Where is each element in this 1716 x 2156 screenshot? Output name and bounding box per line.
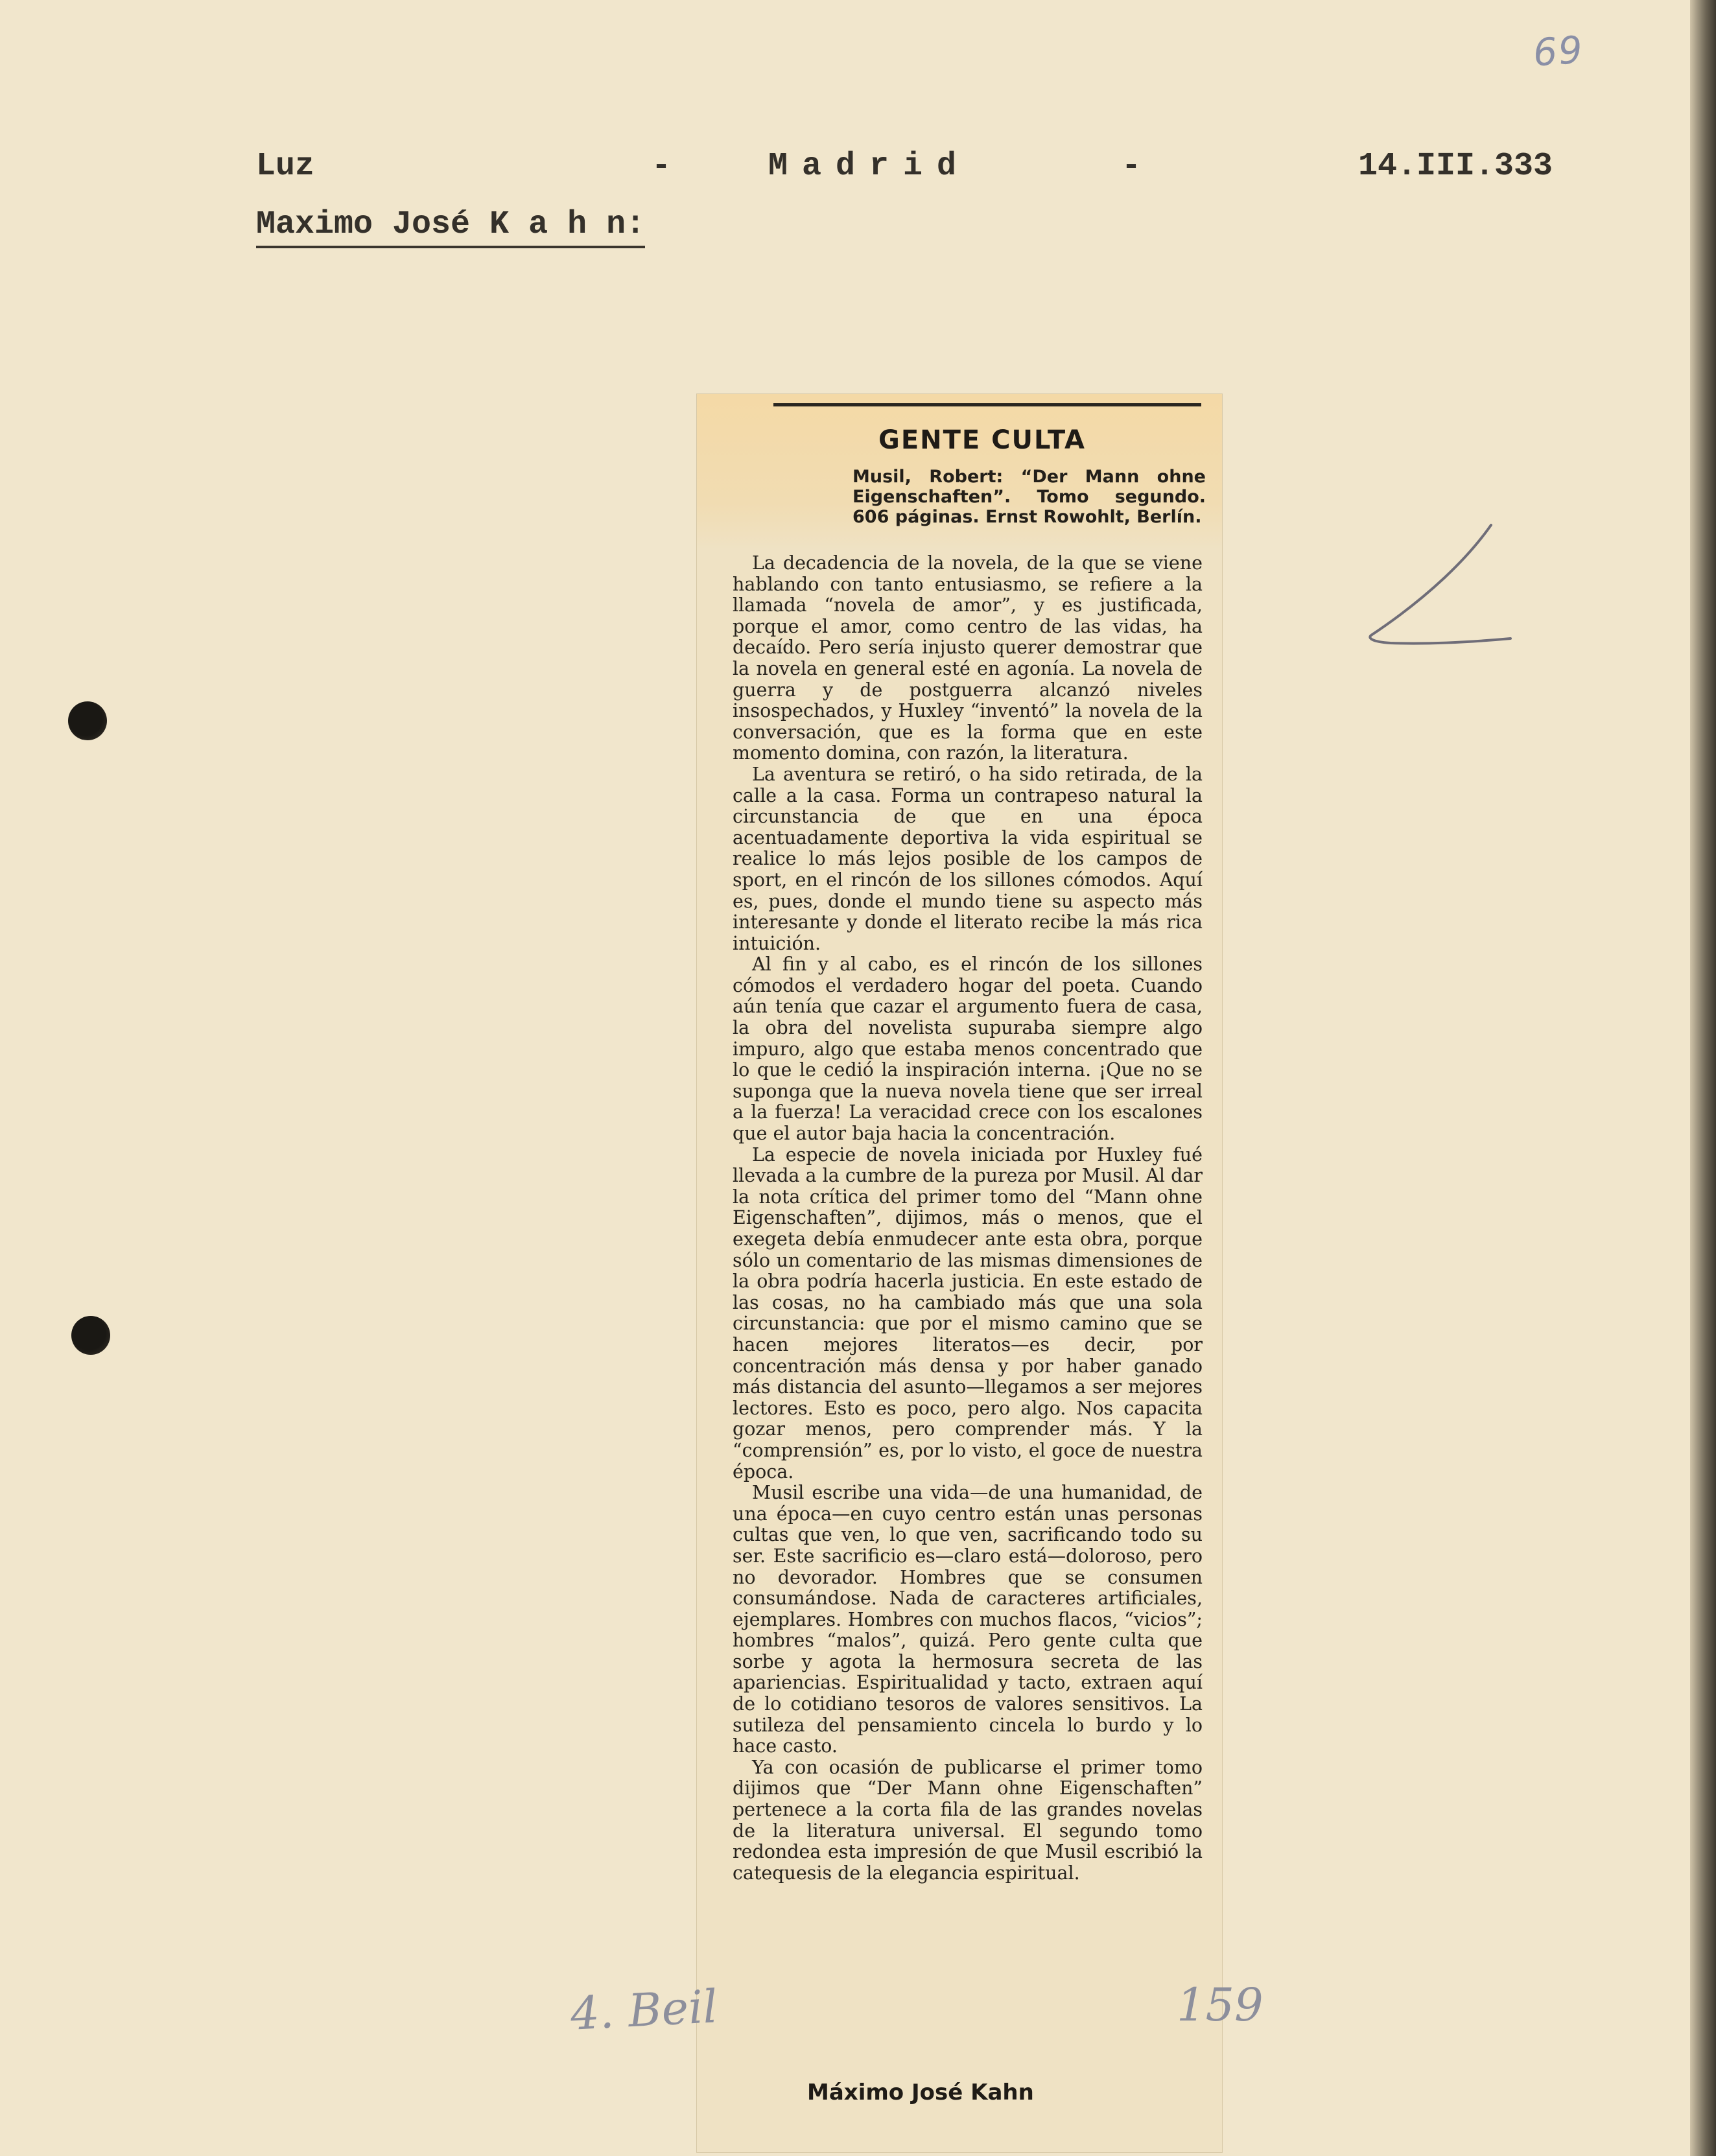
newspaper-clipping: [697, 394, 1222, 2152]
source-publication: Luz: [256, 148, 315, 185]
article-paragraph: La aventura se retiró, o ha sido retirada, de la calle a la casa. Forma un contrapeso natural la circunstancia de que en una época acentuadamente deportiva la vida espiritual se realice lo más lejos posible de los campos de sport, en el rincón de los sillones cómodos. Aquí es, pues, donde el mundo tiene su aspecto más interesante y donde el literato recibe la más rica intuición.: [733, 763, 1203, 954]
article-paragraph: Musil escribe una vida—de una humanidad, de una época—en cuyo centro están unas personas cultas que ven, lo que ven, sacrificando todo su ser. Este sacrificio es—claro está—doloroso, pero no devorador. Hombres que se consumen consumándose. Nada de caracteres artificiales, ejemplares. Hombres con muchos flacos, “vicios”; hombres “malos”, quizá. Pero gente culta que sorbe y agota la hermosura secreta de las apariencias. Espiritualidad y tacto, extraen aquí de lo cotidiano tesoros de valores sensitivos. La sutileza del pensamiento cincela lo burdo y lo hace casto.: [733, 1482, 1203, 1757]
article-paragraph: Ya con ocasión de publicarse el primer tomo dijimos que “Der Mann ohne Eigenschaften” pertenece a la corta fila de las grandes novelas de la literatura universal. El segundo tomo redondea esta impresión de que Musil escribió la catequesis de la elegancia espiritual.: [733, 1756, 1203, 1884]
article-paragraph: La especie de novela iniciada por Huxley fué llevada a la cumbre de la pureza por Musil. Al dar la nota crítica del primer tomo del “Mann ohne Eigenschaften”, dijimos, más o menos, que el exegeta debía enmudecer ante esta obra, porque sólo un comentario de las mismas dimensiones de la obra podría hacerla justicia. En este estado de las cosas, no ha cambiado más que una sola circunstancia: que por el mismo camino que se hacen mejores literatos—es decir, por concentración más densa y por haber ganado más distancia del asunto—llegamos a ser mejores lectores. Esto es poco, pero algo. Nos capacita gozar menos, pero comprender más. Y la “comprensión” es, por lo visto, el goce de nuestra época.: [733, 1143, 1203, 1482]
source-city: Madrid: [768, 148, 971, 185]
punch-hole: [71, 1316, 110, 1355]
pencil-annotation: 159: [1177, 1978, 1263, 2032]
article-signature: Máximo José Kahn: [807, 2080, 1034, 2105]
header-separator: -: [1122, 148, 1142, 185]
pencil-check-mark: [1352, 519, 1514, 668]
page-edge-shadow: [1690, 0, 1716, 2156]
clipping-top-rule: [773, 403, 1201, 406]
article-paragraph: Al fin y al cabo, es el rincón de los sillones cómodos el verdadero hogar del poeta. Cuando aún tenía que cazar el argumento fuera de casa, la obra del novelista supuraba siempre algo impuro, algo que estaba menos concentrado que lo que le cedió la inspiración interna. ¡Que no se suponga que la nueva novela tiene que ser irreal a la fuerza! La veracidad crece con los escalones que el autor baja hacia la concentración.: [733, 954, 1203, 1145]
pencil-annotation: 4. Beil: [569, 1980, 719, 2041]
page-number: 69: [1531, 27, 1586, 75]
author-heading: Maximo José K a h n:: [256, 206, 645, 248]
article-title: GENTE CULTA: [878, 425, 1086, 455]
source-date: 14.III.333: [1358, 148, 1553, 185]
article-subtitle: Musil, Robert: “Der Mann ohne Eigenschaften”. Tomo segundo. 606 páginas. Ernst Rowohlt, Berlín.: [852, 467, 1206, 527]
punch-hole: [68, 701, 107, 740]
article-paragraph: La decadencia de la novela, de la que se viene hablando con tanto entusiasmo, se refiere a la llamada “novela de amor”, y es justificada, porque el amor, como centro de las vidas, ha decaído. Pero sería injusto querer demostrar que la novela en general esté en agonía. La novela de guerra y de postguerra alcanzó niveles insospechados, y Huxley “inventó” la novela de la conversación, que es la forma que en este momento domina, con razón, la literatura.: [733, 553, 1203, 764]
header-separator: -: [652, 148, 672, 185]
article-body: [733, 553, 1203, 2115]
